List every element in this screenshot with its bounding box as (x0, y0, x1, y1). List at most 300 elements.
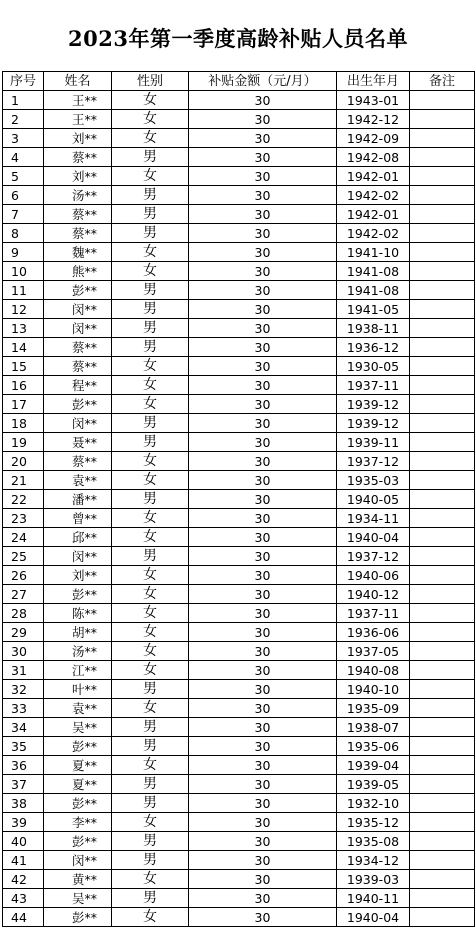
table-row (3, 509, 475, 528)
cell-name: 彭** (44, 794, 112, 813)
cell-index: 26 (3, 566, 44, 585)
cell-birth: 1942-02 (337, 186, 410, 205)
cell-remark (410, 680, 475, 699)
cell-amount: 30 (189, 395, 337, 414)
cell-gender: 女 (112, 395, 189, 414)
cell-name: 闵** (44, 547, 112, 566)
cell-index: 15 (3, 357, 44, 376)
cell-index: 40 (3, 832, 44, 851)
cell-gender: 男 (112, 300, 189, 319)
cell-remark (410, 756, 475, 775)
cell-gender: 男 (112, 281, 189, 300)
cell-index: 28 (3, 604, 44, 623)
table-row (3, 395, 475, 414)
cell-index: 9 (3, 243, 44, 262)
cell-remark (410, 718, 475, 737)
table-row (3, 851, 475, 870)
cell-name: 闵** (44, 319, 112, 338)
cell-amount: 30 (189, 433, 337, 452)
cell-birth: 1934-11 (337, 509, 410, 528)
cell-index: 33 (3, 699, 44, 718)
cell-gender: 男 (112, 889, 189, 908)
cell-name: 蔡** (44, 224, 112, 243)
cell-index: 7 (3, 205, 44, 224)
cell-gender: 男 (112, 794, 189, 813)
cell-remark (410, 433, 475, 452)
cell-remark (410, 623, 475, 642)
cell-gender: 女 (112, 642, 189, 661)
cell-remark (410, 547, 475, 566)
cell-remark (410, 509, 475, 528)
cell-gender: 女 (112, 604, 189, 623)
cell-birth: 1940-05 (337, 490, 410, 509)
cell-index: 37 (3, 775, 44, 794)
cell-name: 闵** (44, 851, 112, 870)
cell-index: 23 (3, 509, 44, 528)
cell-gender: 女 (112, 813, 189, 832)
cell-gender: 男 (112, 414, 189, 433)
cell-amount: 30 (189, 642, 337, 661)
cell-gender: 女 (112, 357, 189, 376)
cell-amount: 30 (189, 908, 337, 927)
cell-gender: 男 (112, 718, 189, 737)
table-row (3, 91, 475, 110)
cell-remark (410, 281, 475, 300)
cell-amount: 30 (189, 490, 337, 509)
subsidy-table (2, 71, 475, 927)
cell-index: 21 (3, 471, 44, 490)
cell-name: 刘** (44, 566, 112, 585)
table-row (3, 775, 475, 794)
cell-name: 王** (44, 110, 112, 129)
table-row (3, 110, 475, 129)
cell-gender: 女 (112, 509, 189, 528)
cell-birth: 1941-10 (337, 243, 410, 262)
cell-birth: 1940-04 (337, 908, 410, 927)
cell-birth: 1935-03 (337, 471, 410, 490)
cell-birth: 1936-12 (337, 338, 410, 357)
table-row (3, 547, 475, 566)
cell-index: 20 (3, 452, 44, 471)
table-row (3, 338, 475, 357)
cell-amount: 30 (189, 148, 337, 167)
cell-amount: 30 (189, 300, 337, 319)
cell-name: 彭** (44, 737, 112, 756)
cell-amount: 30 (189, 243, 337, 262)
cell-amount: 30 (189, 889, 337, 908)
cell-remark (410, 870, 475, 889)
cell-name: 邱** (44, 528, 112, 547)
cell-amount: 30 (189, 205, 337, 224)
cell-index: 6 (3, 186, 44, 205)
cell-name: 汤** (44, 642, 112, 661)
cell-name: 陈** (44, 604, 112, 623)
cell-birth: 1940-08 (337, 661, 410, 680)
cell-name: 彭** (44, 832, 112, 851)
cell-amount: 30 (189, 756, 337, 775)
table-row (3, 167, 475, 186)
table-row (3, 604, 475, 623)
cell-index: 22 (3, 490, 44, 509)
cell-amount: 30 (189, 509, 337, 528)
cell-birth: 1942-01 (337, 205, 410, 224)
table-row (3, 813, 475, 832)
cell-gender: 女 (112, 870, 189, 889)
table-row (3, 490, 475, 509)
cell-birth: 1939-11 (337, 433, 410, 452)
cell-index: 29 (3, 623, 44, 642)
cell-amount: 30 (189, 129, 337, 148)
cell-index: 11 (3, 281, 44, 300)
cell-birth: 1940-11 (337, 889, 410, 908)
cell-amount: 30 (189, 566, 337, 585)
cell-amount: 30 (189, 281, 337, 300)
cell-remark (410, 471, 475, 490)
table-row (3, 452, 475, 471)
cell-index: 43 (3, 889, 44, 908)
cell-index: 13 (3, 319, 44, 338)
cell-birth: 1936-06 (337, 623, 410, 642)
header-row (3, 72, 475, 91)
cell-name: 熊** (44, 262, 112, 281)
cell-birth: 1930-05 (337, 357, 410, 376)
cell-index: 30 (3, 642, 44, 661)
cell-name: 黄** (44, 870, 112, 889)
cell-gender: 男 (112, 775, 189, 794)
cell-remark (410, 699, 475, 718)
cell-birth: 1942-02 (337, 224, 410, 243)
cell-name: 吴** (44, 718, 112, 737)
cell-remark (410, 167, 475, 186)
table-row (3, 908, 475, 927)
cell-index: 16 (3, 376, 44, 395)
table-row (3, 737, 475, 756)
cell-remark (410, 585, 475, 604)
cell-remark (410, 319, 475, 338)
table-row (3, 205, 475, 224)
cell-amount: 30 (189, 91, 337, 110)
cell-name: 蔡** (44, 148, 112, 167)
cell-index: 42 (3, 870, 44, 889)
cell-gender: 女 (112, 452, 189, 471)
cell-remark (410, 205, 475, 224)
cell-birth: 1942-08 (337, 148, 410, 167)
cell-gender: 女 (112, 623, 189, 642)
cell-amount: 30 (189, 452, 337, 471)
cell-name: 江** (44, 661, 112, 680)
cell-name: 王** (44, 91, 112, 110)
cell-remark (410, 604, 475, 623)
cell-index: 27 (3, 585, 44, 604)
cell-birth: 1941-08 (337, 262, 410, 281)
cell-name: 刘** (44, 129, 112, 148)
cell-birth: 1937-11 (337, 604, 410, 623)
cell-index: 17 (3, 395, 44, 414)
cell-amount: 30 (189, 737, 337, 756)
cell-name: 魏** (44, 243, 112, 262)
cell-remark (410, 186, 475, 205)
table-row (3, 623, 475, 642)
cell-name: 程** (44, 376, 112, 395)
cell-birth: 1940-04 (337, 528, 410, 547)
cell-amount: 30 (189, 262, 337, 281)
cell-name: 蔡** (44, 357, 112, 376)
cell-name: 袁** (44, 699, 112, 718)
cell-amount: 30 (189, 585, 337, 604)
cell-remark (410, 490, 475, 509)
table-row (3, 186, 475, 205)
cell-birth: 1941-05 (337, 300, 410, 319)
cell-amount: 30 (189, 319, 337, 338)
cell-gender: 女 (112, 699, 189, 718)
cell-remark (410, 528, 475, 547)
cell-gender: 女 (112, 908, 189, 927)
cell-amount: 30 (189, 623, 337, 642)
table-body (3, 91, 475, 927)
cell-birth: 1942-09 (337, 129, 410, 148)
header-cell-name: 姓名 (44, 72, 112, 91)
cell-index: 14 (3, 338, 44, 357)
cell-gender: 男 (112, 832, 189, 851)
cell-name: 蔡** (44, 205, 112, 224)
cell-remark (410, 357, 475, 376)
cell-gender: 男 (112, 205, 189, 224)
cell-name: 蔡** (44, 452, 112, 471)
cell-birth: 1932-10 (337, 794, 410, 813)
cell-name: 彭** (44, 395, 112, 414)
cell-amount: 30 (189, 357, 337, 376)
cell-gender: 男 (112, 490, 189, 509)
cell-name: 曾** (44, 509, 112, 528)
table-row (3, 281, 475, 300)
cell-index: 1 (3, 91, 44, 110)
cell-gender: 女 (112, 528, 189, 547)
cell-name: 刘** (44, 167, 112, 186)
table-row (3, 262, 475, 281)
table-row (3, 224, 475, 243)
cell-remark (410, 338, 475, 357)
cell-gender: 男 (112, 224, 189, 243)
cell-gender: 男 (112, 433, 189, 452)
cell-gender: 女 (112, 756, 189, 775)
table-row (3, 585, 475, 604)
cell-index: 8 (3, 224, 44, 243)
cell-birth: 1935-08 (337, 832, 410, 851)
cell-index: 10 (3, 262, 44, 281)
cell-remark (410, 889, 475, 908)
cell-amount: 30 (189, 832, 337, 851)
cell-remark (410, 832, 475, 851)
table-row (3, 832, 475, 851)
cell-remark (410, 91, 475, 110)
cell-birth: 1937-12 (337, 547, 410, 566)
cell-name: 夏** (44, 775, 112, 794)
header-cell-amount: 补贴金额（元/月） (189, 72, 337, 91)
cell-remark (410, 224, 475, 243)
cell-index: 2 (3, 110, 44, 129)
cell-gender: 女 (112, 376, 189, 395)
cell-index: 18 (3, 414, 44, 433)
cell-birth: 1940-12 (337, 585, 410, 604)
cell-gender: 女 (112, 566, 189, 585)
cell-gender: 男 (112, 680, 189, 699)
cell-gender: 男 (112, 851, 189, 870)
cell-amount: 30 (189, 376, 337, 395)
cell-amount: 30 (189, 224, 337, 243)
cell-birth: 1939-03 (337, 870, 410, 889)
cell-gender: 女 (112, 471, 189, 490)
cell-remark (410, 775, 475, 794)
table-row (3, 794, 475, 813)
table-row (3, 376, 475, 395)
cell-name: 袁** (44, 471, 112, 490)
cell-index: 32 (3, 680, 44, 699)
cell-gender: 女 (112, 110, 189, 129)
cell-index: 39 (3, 813, 44, 832)
cell-remark (410, 110, 475, 129)
cell-birth: 1940-10 (337, 680, 410, 699)
cell-index: 41 (3, 851, 44, 870)
table-row (3, 300, 475, 319)
cell-birth: 1941-08 (337, 281, 410, 300)
cell-index: 24 (3, 528, 44, 547)
table-row (3, 243, 475, 262)
table-row (3, 680, 475, 699)
cell-amount: 30 (189, 851, 337, 870)
cell-amount: 30 (189, 699, 337, 718)
cell-amount: 30 (189, 794, 337, 813)
cell-remark (410, 300, 475, 319)
cell-remark (410, 813, 475, 832)
cell-amount: 30 (189, 471, 337, 490)
table-row (3, 129, 475, 148)
table-row (3, 870, 475, 889)
table-row (3, 718, 475, 737)
table-row (3, 642, 475, 661)
cell-index: 19 (3, 433, 44, 452)
cell-amount: 30 (189, 718, 337, 737)
cell-amount: 30 (189, 813, 337, 832)
table-row (3, 528, 475, 547)
header-cell-gender: 性别 (112, 72, 189, 91)
cell-name: 吴** (44, 889, 112, 908)
cell-birth: 1938-07 (337, 718, 410, 737)
cell-gender: 女 (112, 661, 189, 680)
cell-remark (410, 243, 475, 262)
cell-index: 3 (3, 129, 44, 148)
table-row (3, 699, 475, 718)
cell-index: 31 (3, 661, 44, 680)
cell-amount: 30 (189, 528, 337, 547)
cell-name: 潘** (44, 490, 112, 509)
cell-remark (410, 395, 475, 414)
header-cell-index: 序号 (3, 72, 44, 91)
cell-birth: 1934-12 (337, 851, 410, 870)
cell-amount: 30 (189, 870, 337, 889)
cell-index: 25 (3, 547, 44, 566)
cell-amount: 30 (189, 680, 337, 699)
cell-birth: 1935-12 (337, 813, 410, 832)
cell-index: 38 (3, 794, 44, 813)
cell-gender: 男 (112, 737, 189, 756)
cell-index: 4 (3, 148, 44, 167)
cell-birth: 1935-09 (337, 699, 410, 718)
cell-remark (410, 794, 475, 813)
cell-birth: 1935-06 (337, 737, 410, 756)
cell-amount: 30 (189, 661, 337, 680)
cell-gender: 男 (112, 547, 189, 566)
table-row (3, 319, 475, 338)
cell-remark (410, 908, 475, 927)
cell-gender: 男 (112, 338, 189, 357)
table-row (3, 414, 475, 433)
cell-gender: 女 (112, 243, 189, 262)
cell-birth: 1938-11 (337, 319, 410, 338)
cell-name: 叶** (44, 680, 112, 699)
cell-remark (410, 376, 475, 395)
cell-remark (410, 148, 475, 167)
cell-remark (410, 566, 475, 585)
cell-remark (410, 642, 475, 661)
cell-amount: 30 (189, 186, 337, 205)
cell-amount: 30 (189, 604, 337, 623)
cell-gender: 男 (112, 186, 189, 205)
cell-amount: 30 (189, 338, 337, 357)
header-cell-birth: 出生年月 (337, 72, 410, 91)
cell-birth: 1937-05 (337, 642, 410, 661)
cell-remark (410, 737, 475, 756)
cell-amount: 30 (189, 547, 337, 566)
cell-birth: 1939-12 (337, 395, 410, 414)
cell-name: 胡** (44, 623, 112, 642)
cell-birth: 1940-06 (337, 566, 410, 585)
cell-birth: 1937-12 (337, 452, 410, 471)
cell-amount: 30 (189, 775, 337, 794)
cell-name: 蔡** (44, 338, 112, 357)
table-row (3, 148, 475, 167)
cell-birth: 1942-01 (337, 167, 410, 186)
cell-index: 36 (3, 756, 44, 775)
cell-gender: 女 (112, 129, 189, 148)
table-row (3, 756, 475, 775)
cell-gender: 男 (112, 319, 189, 338)
table-row (3, 661, 475, 680)
table-row (3, 566, 475, 585)
cell-name: 闵** (44, 300, 112, 319)
cell-birth: 1939-04 (337, 756, 410, 775)
cell-remark (410, 262, 475, 281)
page-title: 2023年第一季度高龄补贴人员名单 (68, 25, 408, 51)
cell-birth: 1937-11 (337, 376, 410, 395)
table-row (3, 433, 475, 452)
cell-gender: 女 (112, 167, 189, 186)
cell-index: 34 (3, 718, 44, 737)
table-row (3, 357, 475, 376)
cell-name: 彭** (44, 281, 112, 300)
cell-name: 聂** (44, 433, 112, 452)
cell-name: 汤** (44, 186, 112, 205)
cell-index: 12 (3, 300, 44, 319)
cell-index: 44 (3, 908, 44, 927)
table-row (3, 471, 475, 490)
cell-remark (410, 414, 475, 433)
cell-birth: 1943-01 (337, 91, 410, 110)
cell-name: 彭** (44, 908, 112, 927)
cell-birth: 1939-12 (337, 414, 410, 433)
cell-gender: 男 (112, 148, 189, 167)
cell-index: 35 (3, 737, 44, 756)
cell-gender: 女 (112, 91, 189, 110)
